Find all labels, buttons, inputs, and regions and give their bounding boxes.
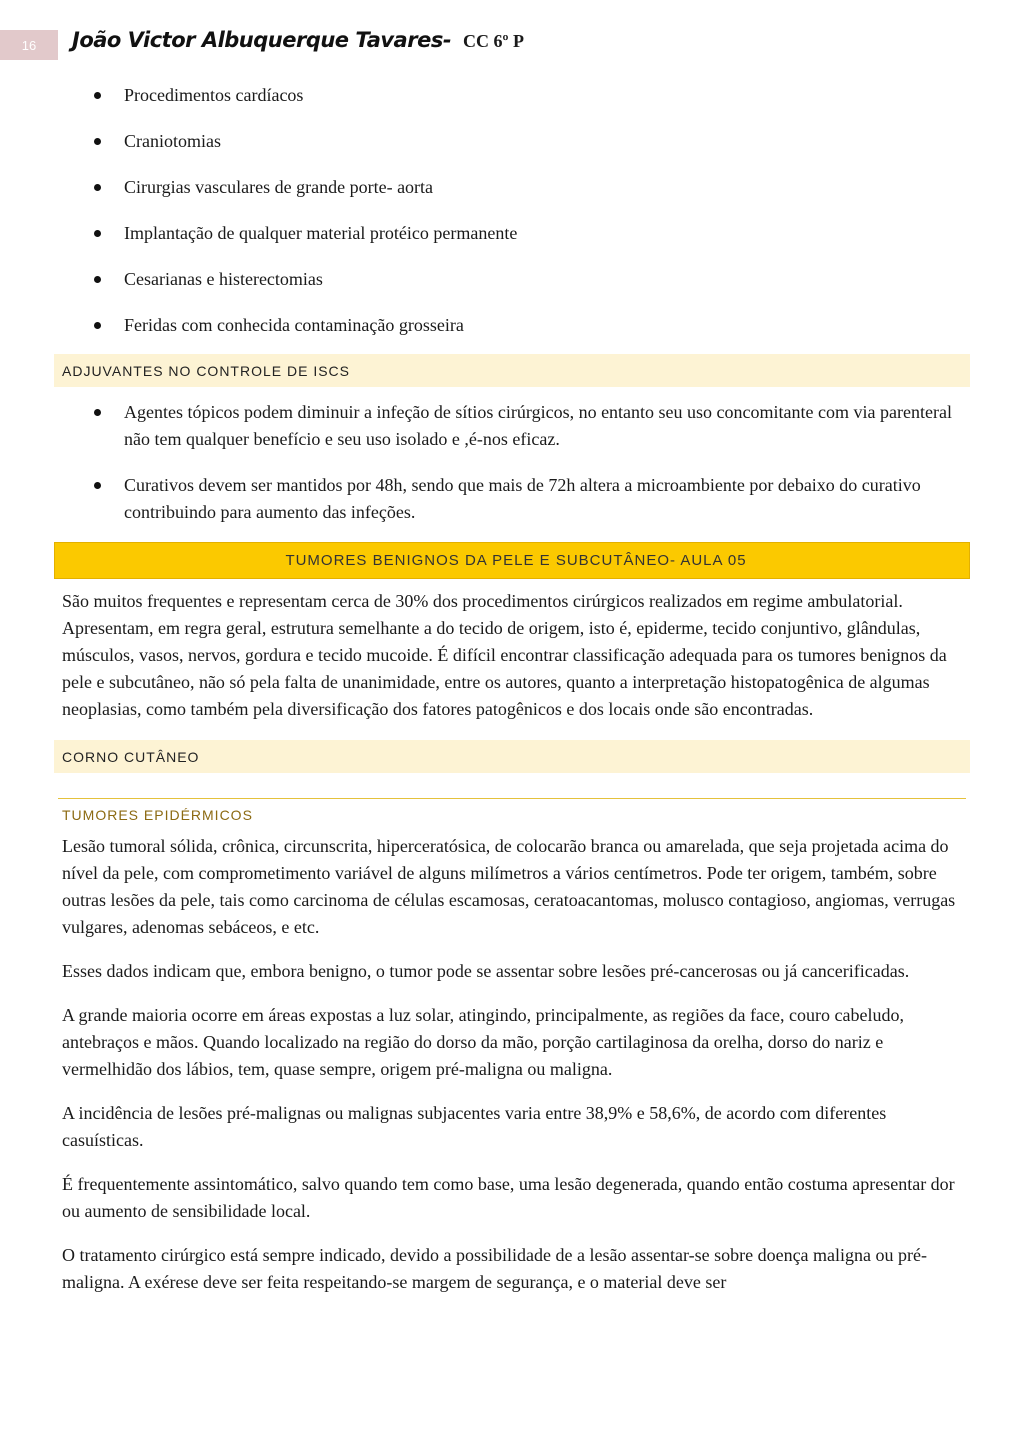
list-item: Agentes tópicos podem diminuir a infeção de sítios cirúrgicos, no entanto seu uso concomitante com via parenteral não tem qualquer benefício e seu uso isolado e ,é-nos eficaz. bbox=[62, 399, 970, 453]
document-body bbox=[62, 82, 970, 1296]
list-item: Cesarianas e histerectomias bbox=[62, 266, 970, 293]
list-item: Curativos devem ser mantidos por 48h, sendo que mais de 72h altera a microambiente por debaixo do curativo contribuindo para aumento das infeções. bbox=[62, 472, 970, 526]
paragraph: O tratamento cirúrgico está sempre indicado, devido a possibilidade de a lesão assentar-se sobre doença maligna ou pré-maligna. A exérese deve ser feita respeitando-se margem de segurança, e o material deve ser bbox=[62, 1245, 928, 1292]
list-item: Craniotomias bbox=[62, 128, 970, 155]
section-heading-adjuvantes: ADJUVANTES NO CONTROLE DE ISCS bbox=[54, 354, 970, 387]
paragraph: A grande maioria ocorre em áreas expostas a luz solar, atingindo, principalmente, as regiões da face, couro cabeludo, antebraços e mãos. Quando localizado na região do dorso da mão, porção cartilaginosa da orelha, dorso do nariz e vermelhidão dos lábios, tem, quase sempre, origem pré-maligna ou maligna. bbox=[62, 1005, 904, 1079]
page-header bbox=[72, 28, 524, 52]
list-item: Implantação de qualquer material protéico permanente bbox=[62, 220, 970, 247]
list-item: Procedimentos cardíacos bbox=[62, 82, 970, 109]
divider bbox=[58, 798, 966, 799]
tumores-paragraph: São muitos frequentes e representam cerca de 30% dos procedimentos cirúrgicos realizados em regime ambulatorial. Apresentam, em regra geral, estrutura semelhante a do tecido de origem, isto é, epiderme, tecido conjuntivo, glândulas, músculos, vasos, nervos, gordura e tecido mucoide. É difícil encontrar classificação adequada para os tumores benignos da pele e subcutâneo, não só pela falta de unanimidade, entre os autores, quanto a interpretação histopatogênica de algumas neoplasias, como também pela diversificação dos fatores patogênicos e dos locais onde são encontradas. bbox=[62, 591, 947, 719]
paragraph: Esses dados indicam que, embora benigno, o tumor pode se assentar sobre lesões pré-cancerosas ou já cancerificadas. bbox=[62, 961, 910, 981]
list-item: Cirurgias vasculares de grande porte- aorta bbox=[62, 174, 970, 201]
list-item: Feridas com conhecida contaminação grosseira bbox=[62, 312, 970, 339]
paragraph: A incidência de lesões pré-malignas ou malignas subjacentes varia entre 38,9% e 58,6%, de acordo com diferentes casuísticas. bbox=[62, 1103, 887, 1150]
class-label: CC 6º P bbox=[463, 31, 524, 51]
section-heading-tumores: TUMORES BENIGNOS DA PELE E SUBCUTÂNEO- AULA 05 bbox=[54, 542, 970, 579]
author-name: João Victor Albuquerque Tavares- bbox=[72, 28, 452, 52]
section-heading-corno: CORNO CUTÂNEO bbox=[54, 740, 970, 773]
page-number: 16 bbox=[0, 30, 58, 60]
paragraph: É frequentemente assintomático, salvo quando tem como base, uma lesão degenerada, quando então costuma apresentar dor ou aumento de sensibilidade local. bbox=[62, 1174, 955, 1221]
procedures-list bbox=[62, 82, 970, 339]
paragraph: Lesão tumoral sólida, crônica, circunscrita, hiperceratósica, de colocarão branca ou amarelada, que seja projetada acima do nível da pele, com comprometimento variável de alguns milímetros a vários centímetros. Pode ter origem, também, sobre outras lesões da pele, tais como carcinoma de células escamosas, ceratoacantomas, molusco contagioso, angiomas, verrugas vulgares, adenomas sebáceos, e etc. bbox=[62, 836, 956, 937]
subheading-tumores-epidermicos: TUMORES EPIDÉRMICOS bbox=[62, 807, 253, 823]
adjuvantes-list bbox=[62, 399, 970, 526]
